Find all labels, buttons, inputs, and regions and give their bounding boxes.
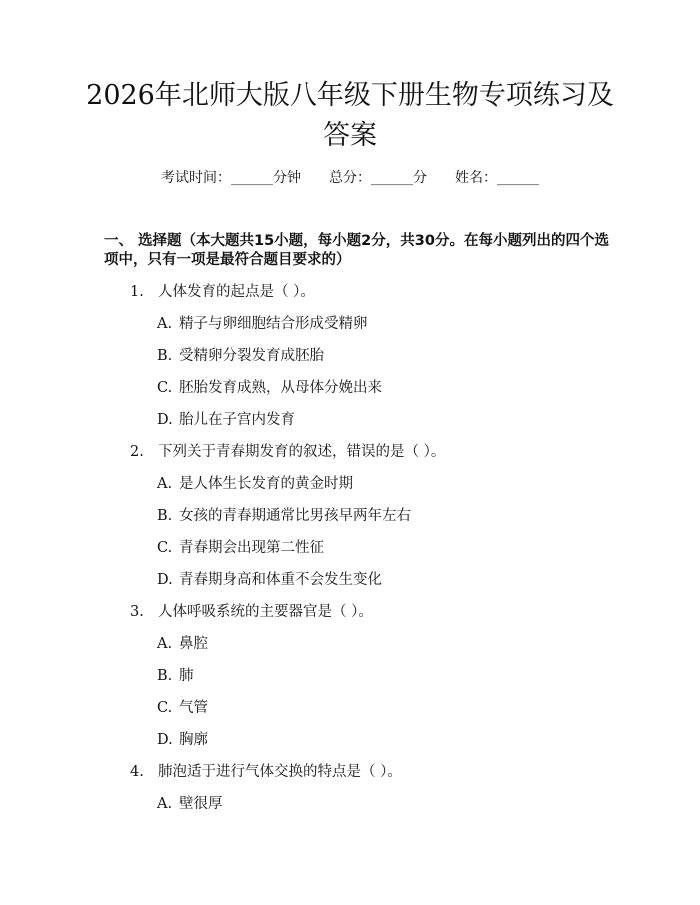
document-title-line1: 2026年北师大版八年级下册生物专项练习及 <box>86 80 614 111</box>
document-title-line2: 答案 <box>323 120 377 151</box>
name-blank: ______ <box>497 170 539 186</box>
question-2-option-a <box>157 473 353 495</box>
question-3-option-a <box>157 633 208 655</box>
option-text: 气管 <box>179 700 208 716</box>
time-unit: 分钟 <box>273 170 301 186</box>
question-2-option-c <box>157 537 324 559</box>
question-number: 2. <box>130 444 144 460</box>
question-number: 4. <box>130 764 144 780</box>
question-4 <box>130 761 402 783</box>
section-number: 一、 <box>104 233 133 249</box>
option-text: 青春期身高和体重不会发生变化 <box>179 572 382 588</box>
question-2 <box>130 441 445 463</box>
option-letter: B. <box>157 508 173 524</box>
option-letter: D. <box>157 572 173 588</box>
option-letter: A. <box>157 476 173 492</box>
exam-meta-line <box>0 168 700 188</box>
name-label: 姓名： <box>455 170 497 186</box>
option-letter: C. <box>157 380 173 396</box>
option-text: 鼻腔 <box>179 636 208 652</box>
question-2-option-b <box>157 505 411 527</box>
question-number: 3. <box>130 604 144 620</box>
option-letter: B. <box>157 348 173 364</box>
option-letter: C. <box>157 700 173 716</box>
question-2-option-d <box>157 569 382 591</box>
question-text: 人体发育的起点是（ ）。 <box>158 284 315 300</box>
question-4-option-a <box>157 793 223 815</box>
question-1-option-d <box>157 409 295 431</box>
option-text: 青春期会出现第二性征 <box>179 540 324 556</box>
option-letter: A. <box>157 636 173 652</box>
section-heading-cont <box>104 249 624 271</box>
question-3-option-d <box>157 729 208 751</box>
option-text: 精子与卵细胞结合形成受精卵 <box>179 316 368 332</box>
question-1-option-c <box>157 377 382 399</box>
score-label: 总分： <box>329 170 371 186</box>
option-text: 肺 <box>179 668 194 684</box>
score-blank: ______ <box>371 170 413 186</box>
question-3 <box>130 601 373 623</box>
question-1-option-a <box>157 313 368 335</box>
question-3-option-b <box>157 665 194 687</box>
option-letter: A. <box>157 796 173 812</box>
section-heading-line1: 选择题（本大题共15小题，每小题2分，共30分。在每小题列出的四个选 <box>138 233 609 249</box>
option-text: 胸廓 <box>179 732 208 748</box>
option-text: 女孩的青春期通常比男孩早两年左右 <box>179 508 411 524</box>
score-unit: 分 <box>413 170 427 186</box>
option-text: 胚胎发育成熟，从母体分娩出来 <box>179 380 382 396</box>
question-text: 肺泡适于进行气体交换的特点是（ ）。 <box>158 764 402 780</box>
question-1 <box>130 281 315 303</box>
option-text: 胎儿在子宫内发育 <box>179 412 295 428</box>
question-number: 1. <box>130 284 144 300</box>
option-text: 壁很厚 <box>179 796 223 812</box>
question-1-option-b <box>157 345 324 367</box>
section-heading-line2: 项中，只有一项是最符合题目要求的） <box>104 252 351 268</box>
option-text: 是人体生长发育的黄金时期 <box>179 476 353 492</box>
option-letter: A. <box>157 316 173 332</box>
option-letter: C. <box>157 540 173 556</box>
question-text: 人体呼吸系统的主要器官是（ ）。 <box>158 604 373 620</box>
option-letter: B. <box>157 668 173 684</box>
time-label: 考试时间： <box>161 170 231 186</box>
question-text: 下列关于青春期发育的叙述，错误的是（ ）。 <box>158 444 446 460</box>
time-blank: ______ <box>231 170 273 186</box>
question-3-option-c <box>157 697 208 719</box>
option-letter: D. <box>157 732 173 748</box>
option-letter: D. <box>157 412 173 428</box>
option-text: 受精卵分裂发育成胚胎 <box>179 348 324 364</box>
